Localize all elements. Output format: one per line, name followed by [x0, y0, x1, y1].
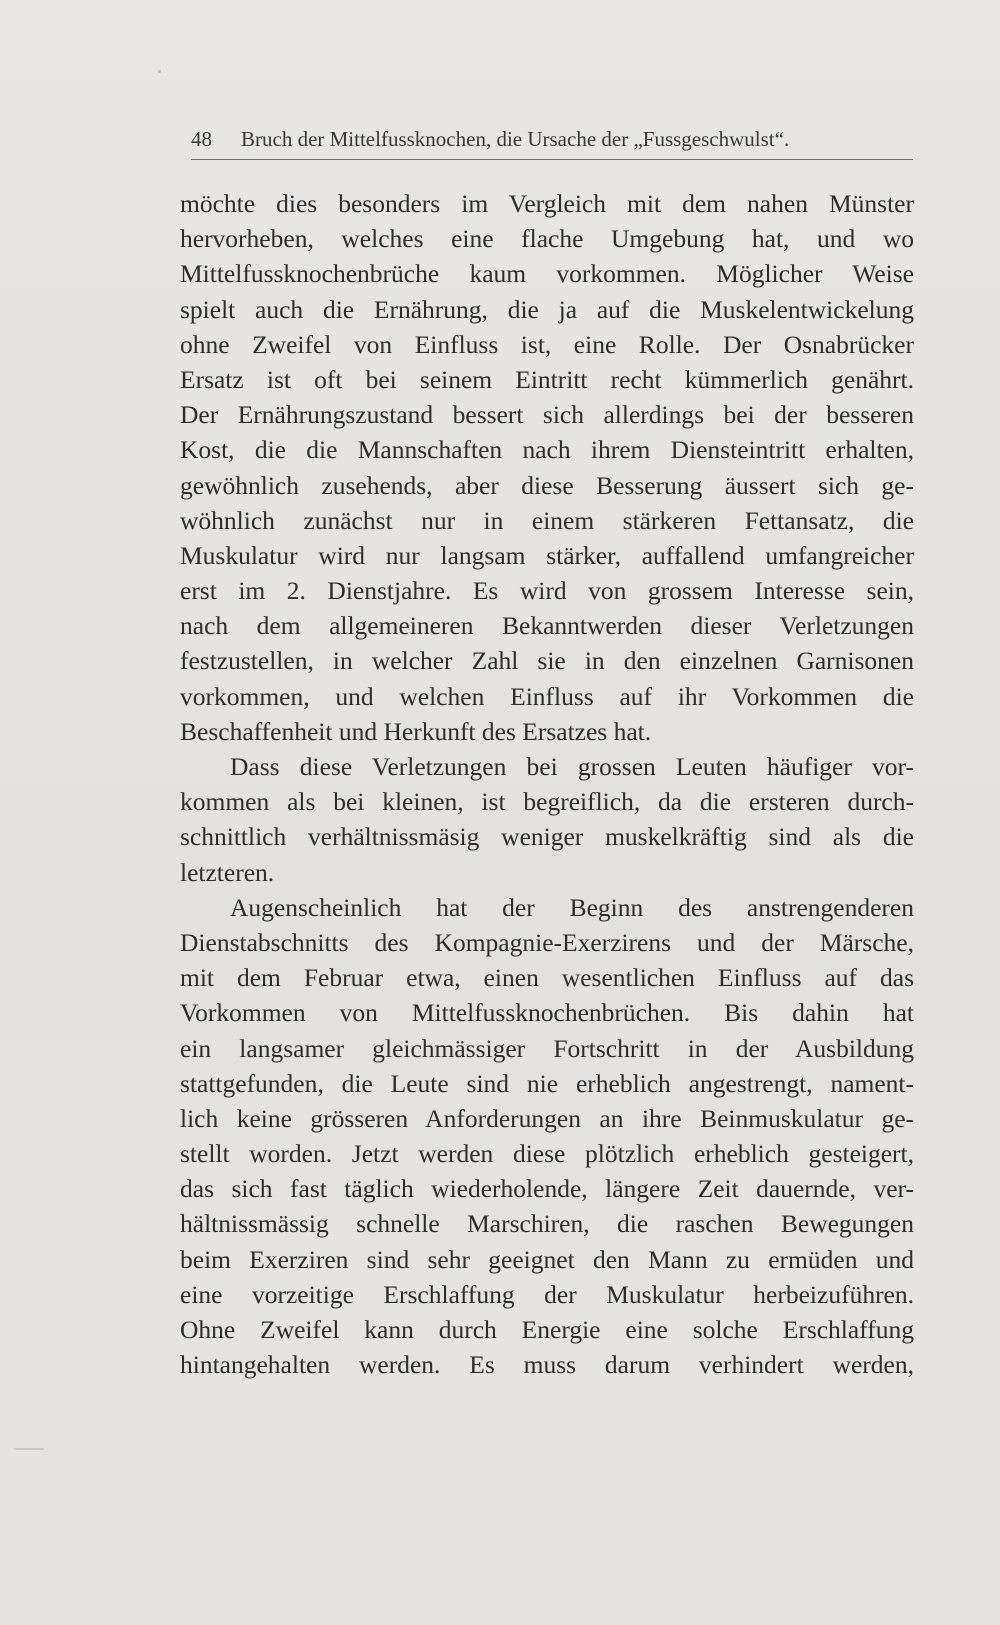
text-line: Ersatz ist oft bei seinem Eintritt recht kümmerlich genährt.	[180, 364, 914, 394]
text-line: beim Exerziren sind sehr geeignet den Mann zu ermüden und	[180, 1244, 914, 1274]
text-line-paragraph-end: Beschaffenheit und Herkunft des Ersatzes hat.	[180, 716, 652, 746]
text-line: hintangehalten werden. Es muss darum verhindert werden,	[180, 1350, 914, 1380]
text-line: hältnissmässig schnelle Marschiren, die raschen Bewegungen	[180, 1209, 914, 1239]
text-line: eine vorzeitige Erschlaffung der Muskulatur herbeizuführen.	[180, 1279, 914, 1309]
text-line: Ohne Zweifel kann durch Energie eine solche Erschlaffung	[180, 1315, 914, 1344]
text-line: ohne Zweifel von Einfluss ist, eine Rolle. Der Osnabrücker	[180, 329, 914, 359]
text-line: Muskulatur wird nur langsam stärker, auffallend umfangreicher	[180, 540, 914, 570]
text-line: lich keine grösseren Anforderungen an ihre Beinmuskulatur ge-	[180, 1103, 914, 1133]
text-line-paragraph-start: Dass diese Verletzungen bei grossen Leuten häufiger vor-	[230, 752, 914, 781]
text-line-paragraph-start: Augenscheinlich hat der Beginn des anstrengenderen	[230, 892, 914, 922]
text-line: möchte dies besonders im Vergleich mit dem nahen Münster	[180, 189, 914, 218]
text-line: stellt worden. Jetzt werden diese plötzlich erheblich gesteigert,	[180, 1139, 914, 1169]
text-line: Dienstabschnitts des Kompagnie-Exerzirens und der Märsche,	[180, 927, 914, 957]
running-head	[191, 125, 913, 160]
text-line: stattgefunden, die Leute sind nie erheblich angestrengt, nament-	[180, 1068, 914, 1098]
text-line: Mittelfussknochenbrüche kaum vorkommen. Möglicher Weise	[180, 259, 914, 289]
text-line: gewöhnlich zusehends, aber diese Besserung äussert sich ge-	[180, 470, 914, 500]
text-line: erst im 2. Dienstjahre. Es wird von grossem Interesse sein,	[180, 576, 914, 606]
running-title: Bruch der Mittelfussknochen, die Ursache der „Fussgeschwulst“.	[241, 127, 790, 151]
text-line-paragraph-end: letzteren.	[180, 857, 275, 887]
text-line: Der Ernährungszustand bessert sich allerdings bei der besseren	[180, 400, 914, 430]
text-line: ein langsamer gleichmässiger Fortschritt in der Ausbildung	[180, 1033, 914, 1063]
text-line: vorkommen, und welchen Einfluss auf ihr Vorkommen die	[180, 681, 914, 711]
scan-speck	[158, 70, 161, 73]
page-number: 48	[191, 127, 212, 151]
text-line: Vorkommen von Mittelfussknochenbrüchen. Bis dahin hat	[180, 998, 914, 1028]
text-line: mit dem Februar etwa, einen wesentlichen Einfluss auf das	[180, 963, 914, 993]
text-line: hervorheben, welches eine flache Umgebung hat, und wo	[180, 224, 914, 254]
text-line: kommen als bei kleinen, ist begreiflich, da die ersteren durch-	[180, 787, 914, 817]
text-line: schnittlich verhältnissmäsig weniger muskelkräftig sind als die	[180, 822, 914, 852]
scan-speck	[14, 1448, 44, 1450]
text-line: das sich fast täglich wiederholende, längere Zeit dauernde, ver-	[180, 1174, 914, 1204]
body-text	[180, 186, 914, 1382]
text-line: Kost, die die Mannschaften nach ihrem Diensteintritt erhalten,	[180, 435, 914, 465]
text-line: festzustellen, in welcher Zahl sie in den einzelnen Garnisonen	[180, 646, 914, 676]
text-line: spielt auch die Ernährung, die ja auf die Muskelentwickelung	[180, 294, 914, 324]
text-line: nach dem allgemeineren Bekanntwerden dieser Verletzungen	[180, 611, 914, 641]
text-line: wöhnlich zunächst nur in einem stärkeren Fettansatz, die	[180, 505, 914, 535]
